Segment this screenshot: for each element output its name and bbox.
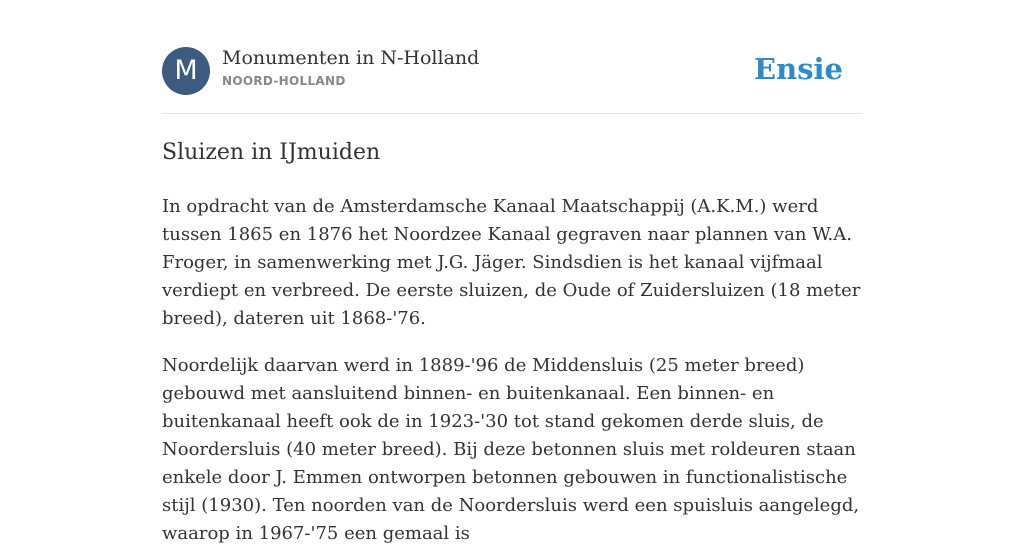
article-container [162, 0, 862, 548]
author-name-link[interactable]: Monumenten in N-Holland [222, 47, 480, 69]
author-subtitle: NOORD-HOLLAND [222, 74, 346, 88]
article-title: Sluizen in IJmuiden [162, 140, 381, 165]
article-header [162, 0, 862, 114]
article-paragraph-2: Noordelijk daarvan werd in 1889-'96 de Middensluis (25 meter breed) gebouwd met aansluitend binnen- en buitenkanaal. Een binnen- en buitenkanaal heeft ook de in 1923-'30 tot stand gekomen derde sluis, de Noordersluis (40 meter breed). Bij deze betonnen sluis met roldeuren staan enkele door J. Emmen ontworpen betonnen gebouwen in functionalistische stijl (1930). Ten noorden van de Noordersluis werd een spuisluis aangelegd, waarop in 1967-'75 een gemaal is [162, 355, 860, 544]
brand-logo[interactable]: Ensie [754, 52, 843, 86]
avatar[interactable]: M [162, 47, 210, 95]
author-info [222, 44, 479, 90]
article-paragraph-1: In opdracht van de Amsterdamsche Kanaal Maatschappij (A.K.M.) werd tussen 1865 en 1876 het Noordzee Kanaal gegraven naar plannen van W.A. Froger, in samenwerking met J.G. Jäger. Sindsdien is het kanaal vijfmaal verdiept en verbreed. De eerste sluizen, de Oude of Zuidersluizen (18 meter breed), dateren uit 1868-'76. [162, 196, 861, 329]
